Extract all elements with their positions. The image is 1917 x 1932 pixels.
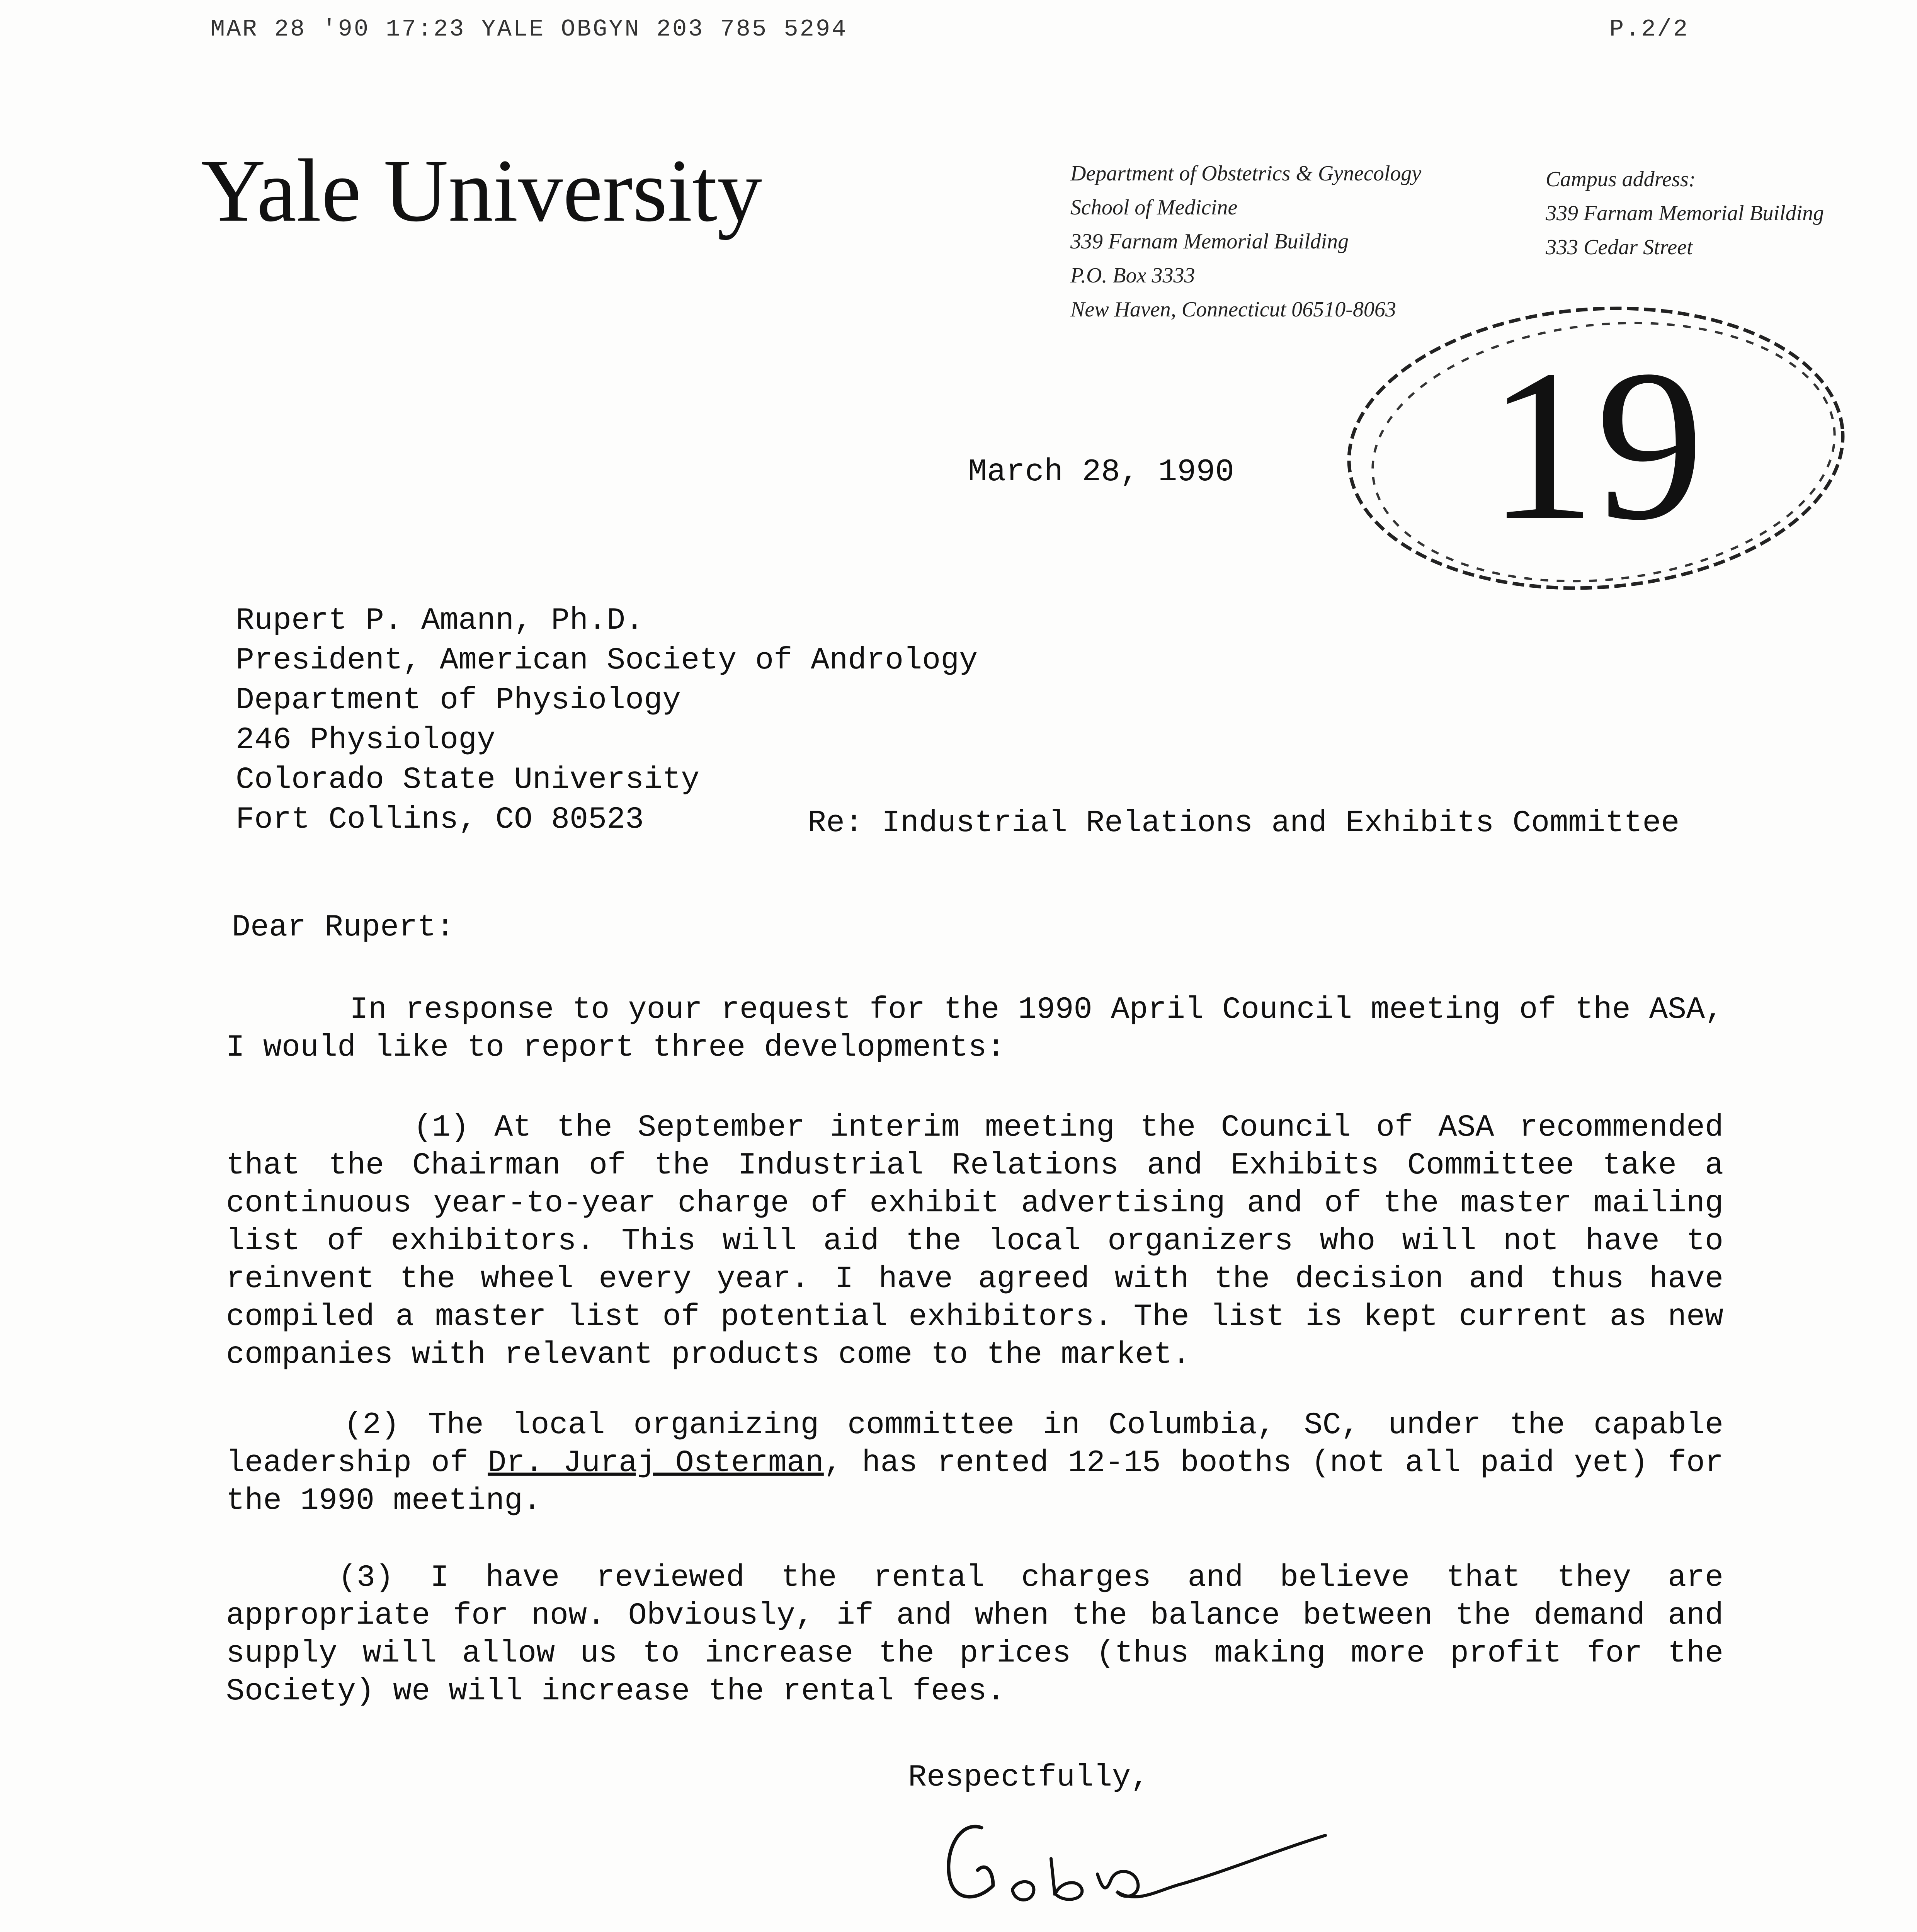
recipient-address	[236, 601, 978, 840]
recipient-line: Department of Physiology	[236, 683, 681, 718]
item-2-text-end: , has rented 12-15 booths (not all paid yet) for the 1990 meeting.	[226, 1446, 1724, 1519]
recipient-line: Fort Collins, CO 80523	[236, 802, 644, 837]
subject-line: Re: Industrial Relations and Exhibits Committee	[808, 806, 1680, 841]
handwritten-signature	[935, 1812, 1341, 1928]
campus-address	[1546, 162, 1824, 264]
department-address-line: P.O. Box 3333	[1070, 264, 1195, 287]
department-address-line: New Haven, Connecticut 06510-8063	[1070, 298, 1396, 321]
signature-stroke-b	[1051, 1859, 1082, 1900]
campus-address-line: 339 Farnam Memorial Building	[1546, 201, 1824, 225]
salutation: Dear Rupert:	[232, 910, 455, 945]
recipient-line: President, American Society of Andrology	[236, 643, 978, 678]
recipient-line: Rupert P. Amann, Ph.D.	[236, 603, 644, 638]
closing: Respectfully,	[908, 1760, 1150, 1795]
letter-date: March 28, 1990	[968, 454, 1234, 490]
handwritten-number-stamp	[1325, 278, 1874, 626]
recipient-line: 246 Physiology	[236, 723, 496, 758]
signature-stroke-g	[949, 1827, 993, 1897]
body-intro-paragraph: In response to your request for the 1990 April Council meeting of the ASA, I would like to report three developments:	[226, 992, 1723, 1065]
recipient-line: Colorado State University	[236, 762, 700, 798]
fax-header-transmission: MAR 28 '90 17:23 YALE OBGYN 203 785 5294	[211, 15, 848, 43]
department-address-line: Department of Obstetrics & Gynecology	[1070, 162, 1422, 185]
item-2-text-start: (2) The local organizing committee in Columbia, SC, under the capable leadership of	[226, 1408, 1723, 1481]
body-item-2-paragraph	[226, 1406, 1723, 1520]
item-2-underlined-name: Dr. Juraj Osterman	[488, 1446, 824, 1481]
department-address-line: School of Medicine	[1070, 196, 1238, 219]
signature-stroke-tail	[1097, 1835, 1325, 1897]
body-item-3-paragraph: (3) I have reviewed the rental charges and believe that they are appropriate for now. Obviously, if and when the balance between the demand and supply will allow us to increase the prices (thus making more profit for the Society) we will increase the rental fees.	[226, 1560, 1723, 1709]
letterhead-institution: Yale University	[201, 141, 762, 240]
campus-address-line: 333 Cedar Street	[1546, 235, 1693, 259]
department-address-line: 339 Farnam Memorial Building	[1070, 230, 1349, 253]
signature-stroke-a	[1012, 1882, 1034, 1900]
body-item-1-paragraph: (1) At the September interim meeting the Council of ASA recommended that the Chairman of the Industrial Relations and Exhibits Committee take a continuous year-to-year charge of exhibit advertising and of the master mailing list of exhibitors. This will aid the local organizers who will not have to reinvent the wheel every year. I have agreed with the decision and thus have compiled a master list of potential exhibitors. The list is kept current as new companies with relevant products come to the market.	[226, 1110, 1723, 1372]
campus-address-line: Campus address:	[1546, 167, 1696, 191]
stamp-number: 19	[1488, 325, 1704, 565]
fax-header-page-count: P.2/2	[1609, 15, 1689, 43]
